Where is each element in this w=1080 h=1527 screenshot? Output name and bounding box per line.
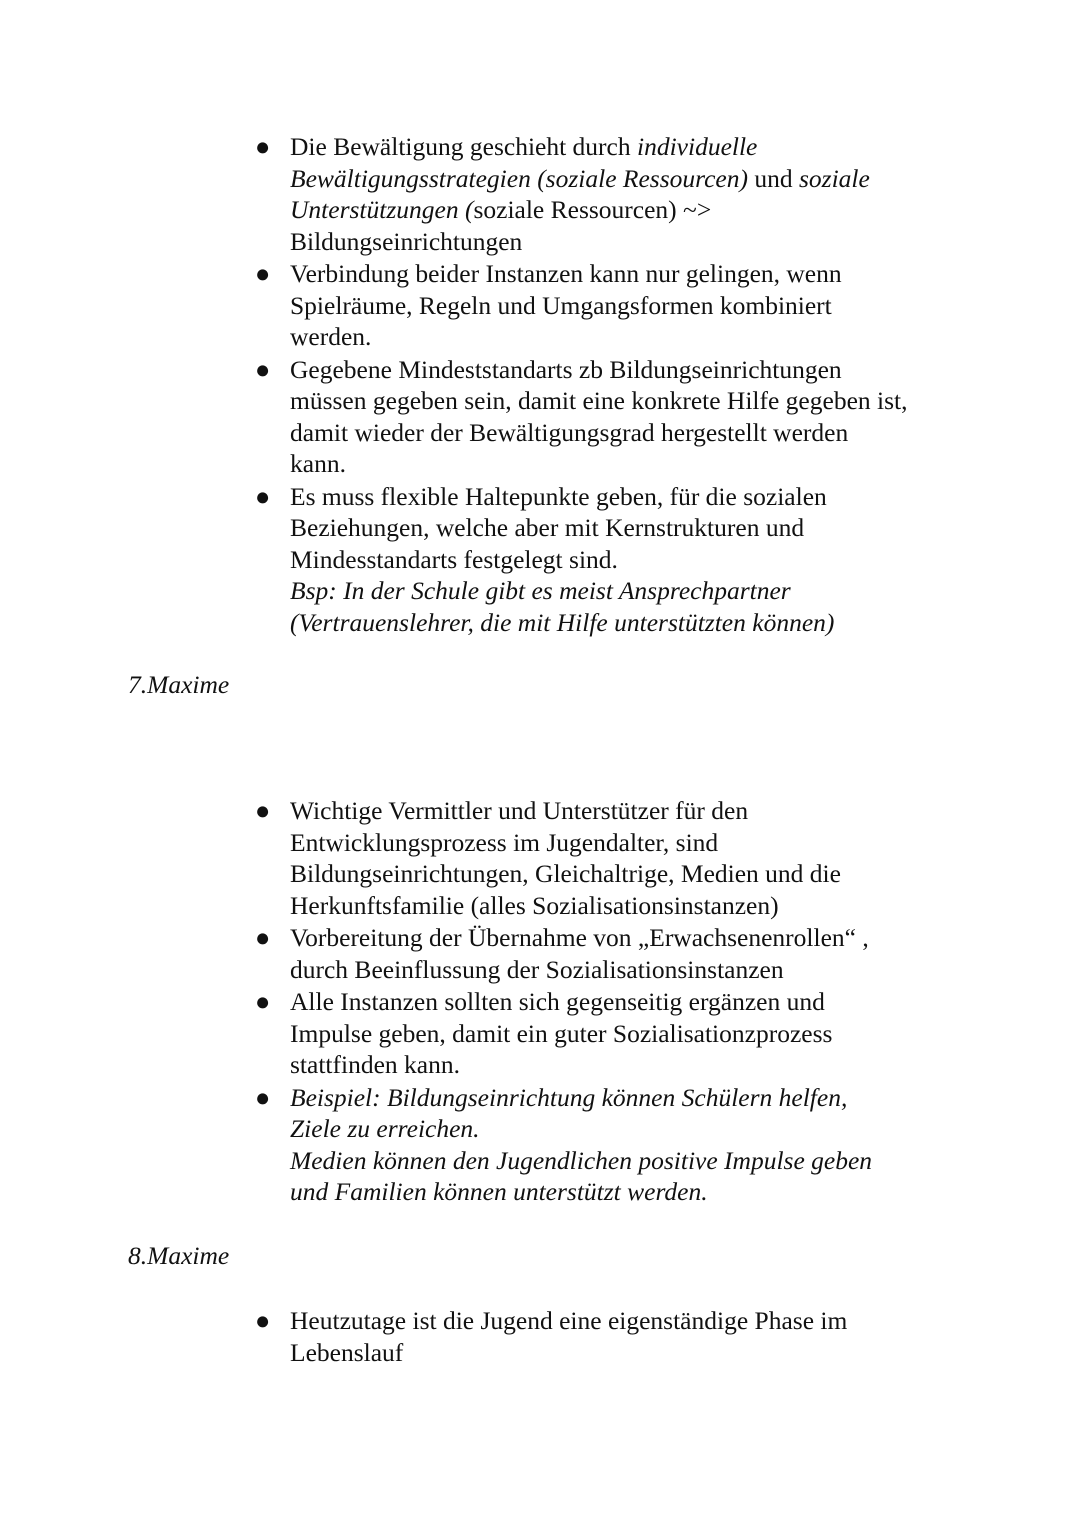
bullet-icon: ● <box>255 132 271 161</box>
text-line <box>290 1113 975 1145</box>
text-run: Wichtige Vermittler und Unterstützer für den <box>290 796 749 825</box>
text-line <box>290 226 975 258</box>
text-run: Bsp: In der Schule gibt es meist Ansprechpartner <box>290 576 791 605</box>
bullet-list-maxime-6 <box>255 131 975 639</box>
text-run: (Vertrauenslehrer, die mit Hilfe unterstützten können) <box>290 607 835 637</box>
list-item <box>255 258 975 353</box>
text-run: soziale Ressourcen) ~> <box>473 195 712 224</box>
bullet-icon: ● <box>255 1082 271 1112</box>
text-line <box>290 954 975 986</box>
text-run: Heutzutage ist die Jugend eine eigenständige Phase im <box>290 1306 848 1335</box>
text-line <box>290 1176 975 1208</box>
list-item <box>255 1305 975 1368</box>
bullet-icon: ● <box>255 923 271 952</box>
text-run: und Familien können unterstützt werden. <box>290 1177 708 1206</box>
text-line <box>290 321 975 353</box>
list-item <box>255 795 975 921</box>
text-run: Es muss flexible Haltepunkte geben, für die sozialen <box>290 481 827 511</box>
list-item <box>255 922 975 985</box>
text-line <box>290 258 975 290</box>
text-run: und <box>748 163 799 193</box>
text-line <box>290 1049 975 1081</box>
section-heading-7-maxime: 7.Maxime <box>128 670 230 699</box>
text-run: Mindesstandarts festgelegt sind. <box>290 544 618 574</box>
text-line <box>290 858 975 890</box>
text-line <box>290 544 975 576</box>
text-line <box>290 986 975 1018</box>
text-line <box>290 417 975 449</box>
text-run: Alle Instanzen sollten sich gegenseitig ergänzen und <box>290 987 825 1016</box>
text-run: Unterstützungen ( <box>290 195 474 224</box>
text-line <box>290 512 975 544</box>
text-run: Bildungseinrichtungen, Gleichaltrige, Medien und die <box>290 859 841 888</box>
text-line <box>290 1305 975 1337</box>
bullet-list-maxime-7 <box>255 795 975 1209</box>
text-run: Bewältigungsstrategien (soziale Ressourcen) <box>290 163 748 193</box>
text-line <box>290 827 975 859</box>
section-heading-8-maxime: 8.Maxime <box>128 1241 230 1270</box>
text-run: Beziehungen, welche aber mit Kernstrukturen und <box>290 513 805 542</box>
text-line <box>290 194 975 226</box>
text-line <box>290 290 975 322</box>
list-item <box>255 354 975 480</box>
text-run: Medien können den Jugendlichen positive Impulse geben <box>290 1145 873 1175</box>
text-run: Spielräume, Regeln und Umgangsformen kombiniert <box>290 290 832 320</box>
text-line <box>290 131 975 163</box>
text-run: individuelle <box>637 132 758 161</box>
text-run: Vorbereitung der Übernahme von „Erwachsenenrollen“ , <box>290 923 869 952</box>
bullet-icon: ● <box>255 1306 271 1335</box>
bullet-icon: ● <box>255 259 271 288</box>
text-line <box>290 1337 975 1369</box>
text-run: Beispiel: Bildungseinrichtung können Schülern helfen, <box>290 1082 848 1112</box>
text-line <box>290 607 975 639</box>
list-item <box>255 131 975 257</box>
text-line <box>290 385 975 417</box>
text-line <box>290 575 975 607</box>
text-run: Lebenslauf <box>290 1337 404 1367</box>
text-line <box>290 1018 975 1050</box>
text-line <box>290 448 975 480</box>
text-line <box>290 1145 975 1177</box>
bullet-icon: ● <box>255 987 271 1016</box>
text-line <box>290 1082 975 1114</box>
bullet-icon: ● <box>255 481 271 511</box>
text-run: Gegebene Mindeststandarts zb Bildungseinrichtungen <box>290 354 842 384</box>
text-run: Impulse geben, damit ein guter Sozialisationzprozess <box>290 1018 833 1048</box>
text-line <box>290 481 975 513</box>
text-run: Verbindung beider Instanzen kann nur gelingen, wenn <box>290 259 842 288</box>
text-run: Bildungseinrichtungen <box>290 226 523 256</box>
text-run: soziale <box>799 163 870 193</box>
text-run: stattfinden kann. <box>290 1050 460 1079</box>
text-line <box>290 163 975 195</box>
text-run: kann. <box>290 449 346 478</box>
text-run: damit wieder der Bewältigungsgrad hergestellt werden <box>290 417 849 447</box>
text-run: werden. <box>290 322 372 351</box>
bullet-icon: ● <box>255 796 271 825</box>
text-run: Herkunftsfamilie (alles Sozialisationsinstanzen) <box>290 890 779 920</box>
bullet-list-maxime-8 <box>255 1305 975 1369</box>
text-run: Ziele zu erreichen. <box>290 1114 480 1143</box>
text-run: Entwicklungsprozess im Jugendalter, sind <box>290 827 719 857</box>
text-line <box>290 890 975 922</box>
text-run: müssen gegeben sein, damit eine konkrete Hilfe gegeben ist, <box>290 386 908 415</box>
text-run: durch Beeinflussung der Sozialisationsinstanzen <box>290 954 784 984</box>
list-item <box>255 986 975 1081</box>
text-line <box>290 922 975 954</box>
text-line <box>290 795 975 827</box>
bullet-icon: ● <box>255 354 271 384</box>
text-run: Die Bewältigung geschieht durch <box>290 132 637 161</box>
list-item <box>255 481 975 639</box>
text-line <box>290 354 975 386</box>
list-item <box>255 1082 975 1208</box>
